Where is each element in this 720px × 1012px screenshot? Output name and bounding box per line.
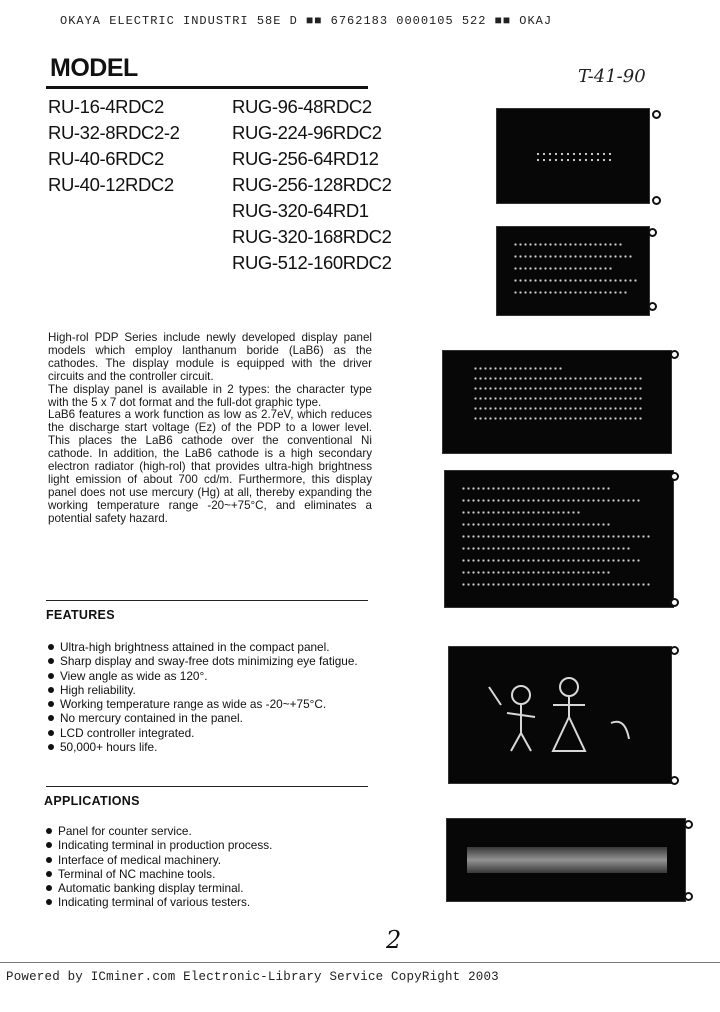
list-item: High reliability. [46,683,368,697]
mounting-tab-icon [670,776,679,785]
list-item: Working temperature range as wide as -20~+75°C. [46,697,368,711]
list-item: Automatic banking display terminal. [44,881,368,895]
list-item: Sharp display and sway-free dots minimizing eye fatigue. [46,654,368,668]
panel-photo-1 [496,108,650,204]
model-item: RU-32-8RDC2-2 [48,122,180,143]
footer-text: Powered by ICminer.com Electronic-Library Service CopyRight 2003 [6,970,499,984]
applications-divider [46,786,368,787]
mounting-tab-icon [684,892,693,901]
description-paragraph: High-rol PDP Series include newly developed display panel models which employ lanthanum boride (LaB6) as the cathodes. The display module is equipped with the driver circuits and the controller circuit. [48,331,372,383]
model-item: RUG-96-48RDC2 [232,96,372,117]
model-item: RU-40-6RDC2 [48,148,164,169]
page-title: MODEL [50,54,138,82]
mounting-tab-icon [670,598,679,607]
mounting-tab-icon [648,228,657,237]
model-list-left [48,94,180,198]
mounting-tab-icon [670,350,679,359]
model-item: RU-16-4RDC2 [48,96,164,117]
list-item: Indicating terminal of various testers. [44,895,368,909]
mounting-tab-icon [652,110,661,119]
graphic-illustration [449,647,672,784]
model-item: RUG-320-168RDC2 [232,226,392,247]
handwritten-note: T-41-90 [578,66,646,87]
description-paragraph: The display panel is available in 2 types: the character type with the 5 x 7 dot format and the full-dot graphic type. [48,382,372,409]
panel-photo-5 [448,646,672,784]
list-item: Terminal of NC machine tools. [44,867,368,881]
list-item: No mercury contained in the panel. [46,711,368,725]
description-text [48,332,372,526]
panel-photo-3 [442,350,672,454]
model-item: RUG-256-64RD12 [232,148,379,169]
mounting-tab-icon [648,302,657,311]
model-item: RUG-512-160RDC2 [232,252,392,273]
title-divider [46,86,368,89]
list-item: Indicating terminal in production process. [44,838,368,852]
page-number: 2 [386,926,402,954]
features-divider [46,600,368,601]
panel-photo-2 [496,226,650,316]
applications-list [44,824,368,910]
list-item: 50,000+ hours life. [46,740,368,754]
model-list-right [232,94,392,276]
footer-divider [0,962,720,963]
features-list [46,640,368,754]
mounting-tab-icon [652,196,661,205]
model-item: RUG-224-96RDC2 [232,122,382,143]
list-item: LCD controller integrated. [46,726,368,740]
model-item: RUG-256-128RDC2 [232,174,392,195]
list-item: Panel for counter service. [44,824,368,838]
panel-photo-4 [444,470,674,608]
applications-title: APPLICATIONS [44,794,140,808]
model-item: RUG-320-64RD1 [232,200,369,221]
list-item: View angle as wide as 120°. [46,669,368,683]
list-item: Ultra-high brightness attained in the compact panel. [46,640,368,654]
mounting-tab-icon [670,646,679,655]
mounting-tab-icon [670,472,679,481]
features-title: FEATURES [46,608,115,622]
document-header: OKAYA ELECTRIC INDUSTRI 58E D ■■ 6762183 0000105 522 ■■ OKAJ [60,14,553,28]
model-item: RU-40-12RDC2 [48,174,174,195]
mounting-tab-icon [684,820,693,829]
description-paragraph: LaB6 features a work function as low as 2.7eV, which reduces the discharge start voltage (Ez) of the PDP to a lower level. This places the LaB6 cathode over the conventional Ni cathode. In addition, the LaB6 cathode is a high secondary electron radiator (high-rol) that provides ultra-high brightness light emission of about 700 cd/m. Furthermore, this display panel does not use mercury (Hg) at all, thereby expanding the working temperature range -20~+75°C, and eliminates a potential safety hazard. [48,408,372,525]
list-item: Interface of medical machinery. [44,853,368,867]
panel-photo-6 [446,818,686,902]
